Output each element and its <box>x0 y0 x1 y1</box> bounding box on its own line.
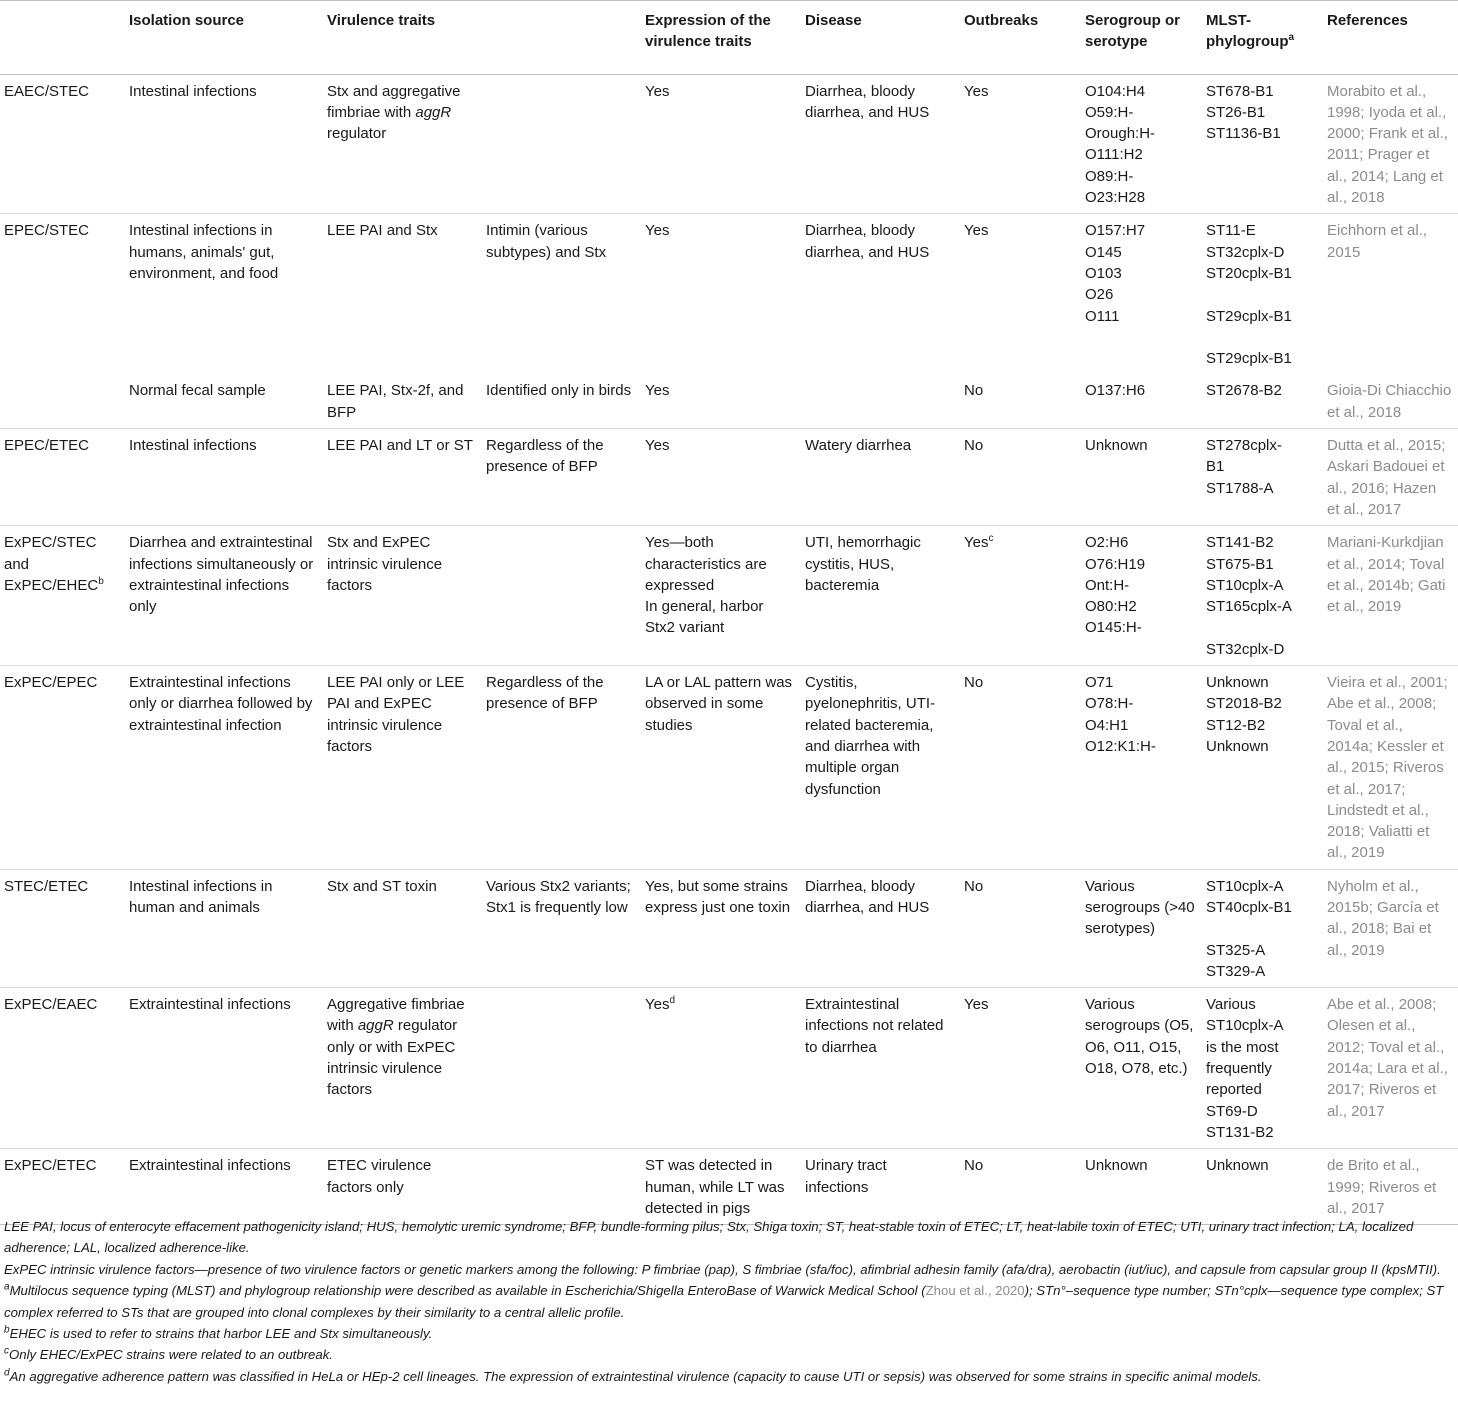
serotype-line: O78:H- <box>1085 695 1134 713</box>
cell-mlst <box>1202 429 1323 526</box>
cell-mlst <box>1202 988 1323 1149</box>
mlst-line: ST26-B1 <box>1206 103 1266 121</box>
header-pathotype <box>0 1 125 75</box>
cell-pathotype: EAEC/STEC <box>4 82 90 100</box>
cell-outbreaks: No <box>964 1157 984 1175</box>
cell-pathotype <box>0 374 125 428</box>
cell-expression: Yes <box>645 437 670 455</box>
expression-line: Yes—both characteristics are expressed <box>645 534 771 594</box>
cell-mlst <box>1202 666 1323 870</box>
cell-virulence-detail: Regardless of the presence of BFP <box>486 674 604 713</box>
mlst-line: ST32cplx-D <box>1206 243 1285 261</box>
mlst-line: ST29cplx-B1 <box>1206 307 1292 325</box>
header-serotype: Serogroup or serotype <box>1081 1 1202 75</box>
header-isolation-source: Isolation source <box>125 1 323 75</box>
cell-virulence: LEE PAI and LT or ST <box>327 437 473 455</box>
serotype-line: Ont:H- <box>1085 576 1130 594</box>
mlst-line: ST11-E <box>1206 222 1256 240</box>
serotype-line: Unknown <box>1085 437 1148 455</box>
mlst-line: ST675-B1 <box>1206 555 1274 573</box>
footnote-a <box>4 1280 1454 1323</box>
cell-outbreaks: No <box>964 437 984 455</box>
text: Aggregative fimbriae with <box>327 996 465 1035</box>
table-row <box>0 374 1458 428</box>
mlst-line: ST40cplx-B1 <box>1206 898 1292 916</box>
footnote-mark: b <box>4 1324 10 1336</box>
serotype-line: O104:H4 <box>1085 82 1146 100</box>
spacer <box>1206 617 1317 638</box>
cell-serotype: Various serogroups (>40 serotypes) <box>1085 877 1195 938</box>
cell-outbreaks: Yes <box>964 996 989 1014</box>
cell-mlst <box>1202 869 1323 987</box>
cell-virulence-detail: Identified only in birds <box>486 382 632 400</box>
cell-expression: LA or LAL pattern was observed in some studies <box>645 674 793 734</box>
table-footnotes <box>4 1216 1454 1387</box>
footnote-text: EHEC is used to refer to strains that harbor LEE and Stx simultaneously. <box>9 1326 433 1342</box>
footnote-mark: c <box>988 533 994 545</box>
footnote-c <box>4 1344 1454 1365</box>
header-virulence-detail <box>482 1 641 75</box>
serotype-line: O157:H7 <box>1085 222 1146 240</box>
footnote-mark: a <box>1288 32 1295 44</box>
cell-serotype <box>1081 214 1202 375</box>
cell-outbreaks: Yes <box>964 82 989 100</box>
serotype-line: O89:H- <box>1085 167 1134 185</box>
cell-pathotype: ExPEC/EAEC <box>4 996 98 1014</box>
mlst-line: ST278cplx-B1 <box>1206 437 1282 476</box>
cell-references: Mariani-Kurkdjian et al., 2014; Toval et al., 2014b; Gati et al., 2019 <box>1327 534 1446 616</box>
cell-mlst <box>1202 1149 1323 1225</box>
footnote-text: Only EHEC/ExPEC strains were related to an outbreak. <box>9 1347 333 1363</box>
header-outbreaks: Outbreaks <box>960 1 1081 75</box>
cell-references: de Brito et al., 1999; Riveros et al., 2017 <box>1327 1157 1437 1217</box>
cell-virulence-detail: Regardless of the presence of BFP <box>486 437 604 476</box>
mlst-line: Unknown <box>1206 674 1269 692</box>
cell-isolation: Intestinal infections in humans, animals' gut, environment, and food <box>129 222 279 282</box>
cell-disease: Watery diarrhea <box>805 437 912 455</box>
cell-serotype <box>1081 374 1202 428</box>
cell-isolation: Intestinal infections in human and animals <box>129 877 273 916</box>
mlst-line: ST10cplx-A <box>1206 877 1284 895</box>
cell-outbreaks: Yes <box>964 222 989 240</box>
cell-virulence <box>323 74 482 214</box>
serotype-line: Unknown <box>1085 1157 1148 1175</box>
cell-virulence <box>323 988 482 1149</box>
spacer <box>1206 327 1317 348</box>
mlst-line: ST329-A <box>1206 962 1266 980</box>
text: regulator only or with ExPEC intrinsic virulence factors <box>327 1017 458 1099</box>
mlst-line: ST2018-B2 <box>1206 695 1282 713</box>
table-row <box>0 429 1458 526</box>
cell-references: Morabito et al., 1998; Iyoda et al., 2000; Frank et al., 2011; Prager et al., 2014; Lang et al., 2018 <box>1327 82 1448 207</box>
serotype-line: O12:K1:H- <box>1085 737 1156 755</box>
serotype-line: O111 <box>1085 307 1120 325</box>
cell-virulence: ETEC virulence factors only <box>327 1157 432 1196</box>
cell-isolation: Normal fecal sample <box>129 382 266 400</box>
mlst-line: ST325-A <box>1206 941 1266 959</box>
cell-pathotype <box>0 526 125 666</box>
table-row <box>0 214 1458 375</box>
cell-mlst <box>1202 526 1323 666</box>
cell-expression: ST was detected in human, while LT was detected in pigs <box>645 1157 785 1217</box>
mlst-line: ST12-B2 <box>1206 716 1266 734</box>
cell-isolation: Intestinal infections <box>129 82 257 100</box>
cell-expression: Yes <box>645 382 670 400</box>
expression-line: In general, harbor Stx2 variant <box>645 598 768 637</box>
header-mlst <box>1202 1 1323 75</box>
cell-references: Eichhorn et al., 2015 <box>1327 222 1428 261</box>
footnote-mark: d <box>669 995 676 1007</box>
table-row <box>0 526 1458 666</box>
table-row <box>0 74 1458 214</box>
cell-virulence-detail <box>482 526 641 666</box>
text: regulator <box>327 125 387 143</box>
cell-virulence-detail <box>482 1149 641 1225</box>
footnote-abbreviations: LEE PAI, locus of enterocyte effacement pathogenicity island; HUS, hemolytic uremic syndrome; BFP, bundle-forming pilus; Stx, Shiga toxin; ST, heat-stable toxin of ETEC; LT, heat-labile toxin of ETEC; UTI, urinary tract infection; LA, localized adherence; LAL, localized adherence-like. <box>4 1219 1414 1256</box>
serotype-line: O71 <box>1085 674 1114 692</box>
mlst-line: ST32cplx-D <box>1206 640 1285 658</box>
serotype-line: O59:H- <box>1085 103 1134 121</box>
cell-mlst <box>1202 374 1323 428</box>
mlst-line: Unknown <box>1206 1157 1269 1175</box>
cell-virulence-detail: Intimin (various subtypes) and Stx <box>486 222 607 261</box>
table-row <box>0 1149 1458 1225</box>
footnote-d <box>4 1366 1454 1387</box>
footnote-mark: b <box>98 575 104 587</box>
cell-pathotype: EPEC/ETEC <box>4 437 90 455</box>
serotype-line: O26 <box>1085 286 1114 304</box>
cell-serotype <box>1081 74 1202 214</box>
cell-disease <box>801 374 960 428</box>
cell-mlst <box>1202 74 1323 214</box>
cell-mlst <box>1202 214 1323 375</box>
citation-link[interactable]: Zhou et al., 2020 <box>925 1283 1025 1299</box>
spacer <box>1206 918 1317 939</box>
mlst-line: ST10cplx-A <box>1206 576 1284 594</box>
cell-disease: Diarrhea, bloody diarrhea, and HUS <box>805 222 930 261</box>
cell-outbreaks: No <box>964 877 984 895</box>
footnote-text: ); STn°–sequence type number; STn°cplx—sequence type complex; ST complex referred to STs that are grouped into clonal complexes by their similarity to a central allelic profile. <box>4 1283 1444 1320</box>
cell-expression: Yes <box>645 222 670 240</box>
mlst-line: ST1788-A <box>1206 479 1274 497</box>
mlst-line: ST69-D <box>1206 1102 1258 1120</box>
cell-isolation: Extraintestinal infections <box>129 996 291 1014</box>
header-expression: Expression of the virulence traits <box>641 1 801 75</box>
gene-name: aggR <box>357 1017 394 1035</box>
outbreaks-text: Yes <box>964 534 989 552</box>
cell-pathotype: EPEC/STEC <box>4 222 90 240</box>
cell-pathotype: ExPEC/EPEC <box>4 674 98 692</box>
cell-virulence: LEE PAI only or LEE PAI and ExPEC intrinsic virulence factors <box>327 674 465 755</box>
serotype-line: O103 <box>1085 264 1122 282</box>
serotype-line: O23:H28 <box>1085 189 1146 207</box>
cell-expression: Yes <box>645 82 670 100</box>
cell-isolation: Diarrhea and extraintestinal infections simultaneously or extraintestinal infections only <box>129 534 314 616</box>
cell-expression: Yes, but some strains express just one toxin <box>645 877 791 916</box>
header-mlst-label: MLST-phylogroup <box>1206 12 1289 51</box>
cell-serotype <box>1081 666 1202 870</box>
header-references: References <box>1323 1 1458 75</box>
cell-outbreaks <box>960 526 1081 666</box>
serotype-line: O4:H1 <box>1085 716 1129 734</box>
mlst-line: ST29cplx-B1 <box>1206 350 1292 368</box>
header-disease: Disease <box>801 1 960 75</box>
spacer <box>1206 284 1317 305</box>
header-virulence-traits: Virulence traits <box>323 1 482 75</box>
serotype-line: O145:H- <box>1085 619 1142 637</box>
serotype-line: O80:H2 <box>1085 598 1137 616</box>
cell-disease: Urinary tract infections <box>805 1157 887 1196</box>
pathotype-text: ExPEC/STEC and ExPEC/EHEC <box>4 534 99 594</box>
cell-references: Dutta et al., 2015; Askari Badouei et al., 2016; Hazen et al., 2017 <box>1327 437 1446 518</box>
cell-disease: UTI, hemorrhagic cystitis, HUS, bacteremia <box>805 534 921 594</box>
serotype-line: Orough:H- <box>1085 125 1156 143</box>
cell-isolation: Extraintestinal infections only or diarrhea followed by extraintestinal infection <box>129 674 313 734</box>
cell-pathotype: ExPEC/ETEC <box>4 1157 97 1175</box>
header-row <box>0 1 1458 75</box>
cell-isolation: Extraintestinal infections <box>129 1157 291 1175</box>
mlst-line: ST1136-B1 <box>1206 125 1281 143</box>
cell-pathotype: STEC/ETEC <box>4 877 89 895</box>
cell-virulence: LEE PAI, Stx-2f, and BFP <box>327 382 464 421</box>
cell-serotype <box>1081 526 1202 666</box>
serotype-line: O137:H6 <box>1085 382 1146 400</box>
table-row <box>0 869 1458 987</box>
mlst-line: ST2678-B2 <box>1206 382 1282 400</box>
footnote-b <box>4 1323 1454 1344</box>
footnote-mark: d <box>4 1367 10 1379</box>
cell-serotype <box>1081 429 1202 526</box>
serotype-line: O111:H2 <box>1085 146 1143 164</box>
expression-text: Yes <box>645 996 670 1014</box>
cell-references: Abe et al., 2008; Olesen et al., 2012; Toval et al., 2014a; Lara et al., 2017; Riveros et al., 2017 <box>1327 996 1448 1120</box>
footnote-text: An aggregative adherence pattern was classified in HeLa or HEp-2 cell lineages. The expression of extraintestinal virulence (capacity to cause UTI or sepsis) was observed for some strains in specific animal models. <box>9 1368 1262 1384</box>
gene-name: aggR <box>415 103 452 121</box>
mlst-line: ST141-B2 <box>1206 534 1274 552</box>
cell-expression <box>641 526 801 666</box>
cell-virulence: Stx and ExPEC intrinsic virulence factors <box>327 534 443 594</box>
text: Stx and aggregative fimbriae with <box>327 82 461 121</box>
cell-virulence-detail <box>482 74 641 214</box>
cell-virulence-detail: Various Stx2 variants; Stx1 is frequently low <box>486 877 631 916</box>
cell-virulence: Stx and ST toxin <box>327 877 437 895</box>
mlst-line: Various ST10cplx-A is the most frequently reported <box>1206 996 1287 1099</box>
cell-outbreaks: No <box>964 674 984 692</box>
table-row <box>0 666 1458 870</box>
cell-references: Gioia-Di Chiacchio et al., 2018 <box>1327 382 1452 421</box>
cell-outbreaks: No <box>964 382 984 400</box>
cell-virulence: LEE PAI and Stx <box>327 222 438 240</box>
mlst-line: ST678-B1 <box>1206 82 1274 100</box>
cell-virulence-detail <box>482 988 641 1149</box>
mlst-line: ST165cplx-A <box>1206 598 1292 616</box>
serotype-line: O2:H6 <box>1085 534 1129 552</box>
cell-expression <box>641 988 801 1149</box>
cell-references: Nyholm et al., 2015b; García et al., 2018; Bai et al., 2019 <box>1327 877 1439 959</box>
serotype-line: O145 <box>1085 243 1122 261</box>
footnote-text: Multilocus sequence typing (MLST) and phylogroup relationship were described as available in Escherichia/Shigella EnteroBase of Warwick Medical School ( <box>9 1283 926 1299</box>
table-row <box>0 988 1458 1149</box>
footnote-mark: c <box>4 1346 9 1358</box>
cell-disease: Extraintestinal infections not related to diarrhea <box>805 996 944 1056</box>
cell-isolation: Intestinal infections <box>129 437 257 455</box>
cell-serotype <box>1081 1149 1202 1225</box>
mlst-line: ST131-B2 <box>1206 1123 1274 1141</box>
cell-disease: Diarrhea, bloody diarrhea, and HUS <box>805 877 930 916</box>
cell-disease: Diarrhea, bloody diarrhea, and HUS <box>805 82 930 121</box>
mlst-line: Unknown <box>1206 737 1269 755</box>
footnote-expec: ExPEC intrinsic virulence factors—presence of two virulence factors or genetic markers among the following: P fimbriae (pap), S fimbriae (sfa/foc), afimbrial adhesin family (afa/dra), aerobactin (iut/iuc), and capsule from capsular group II (kpsMTII). <box>4 1261 1441 1277</box>
cell-serotype: Various serogroups (O5, O6, O11, O15, O18, O78, etc.) <box>1085 996 1194 1078</box>
mlst-line: ST20cplx-B1 <box>1206 264 1292 282</box>
footnote-mark: a <box>4 1281 10 1293</box>
serotype-line: O76:H19 <box>1085 555 1146 573</box>
cell-references: Vieira et al., 2001; Abe et al., 2008; Toval et al., 2014a; Kessler et al., 2015; Riveros et al., 2017; Lindstedt et al., 2018; Valiatti et al., 2019 <box>1327 674 1448 862</box>
cell-disease: Cystitis, pyelonephritis, UTI-related bacteremia, and diarrhea with multiple organ dysfunction <box>805 674 936 798</box>
